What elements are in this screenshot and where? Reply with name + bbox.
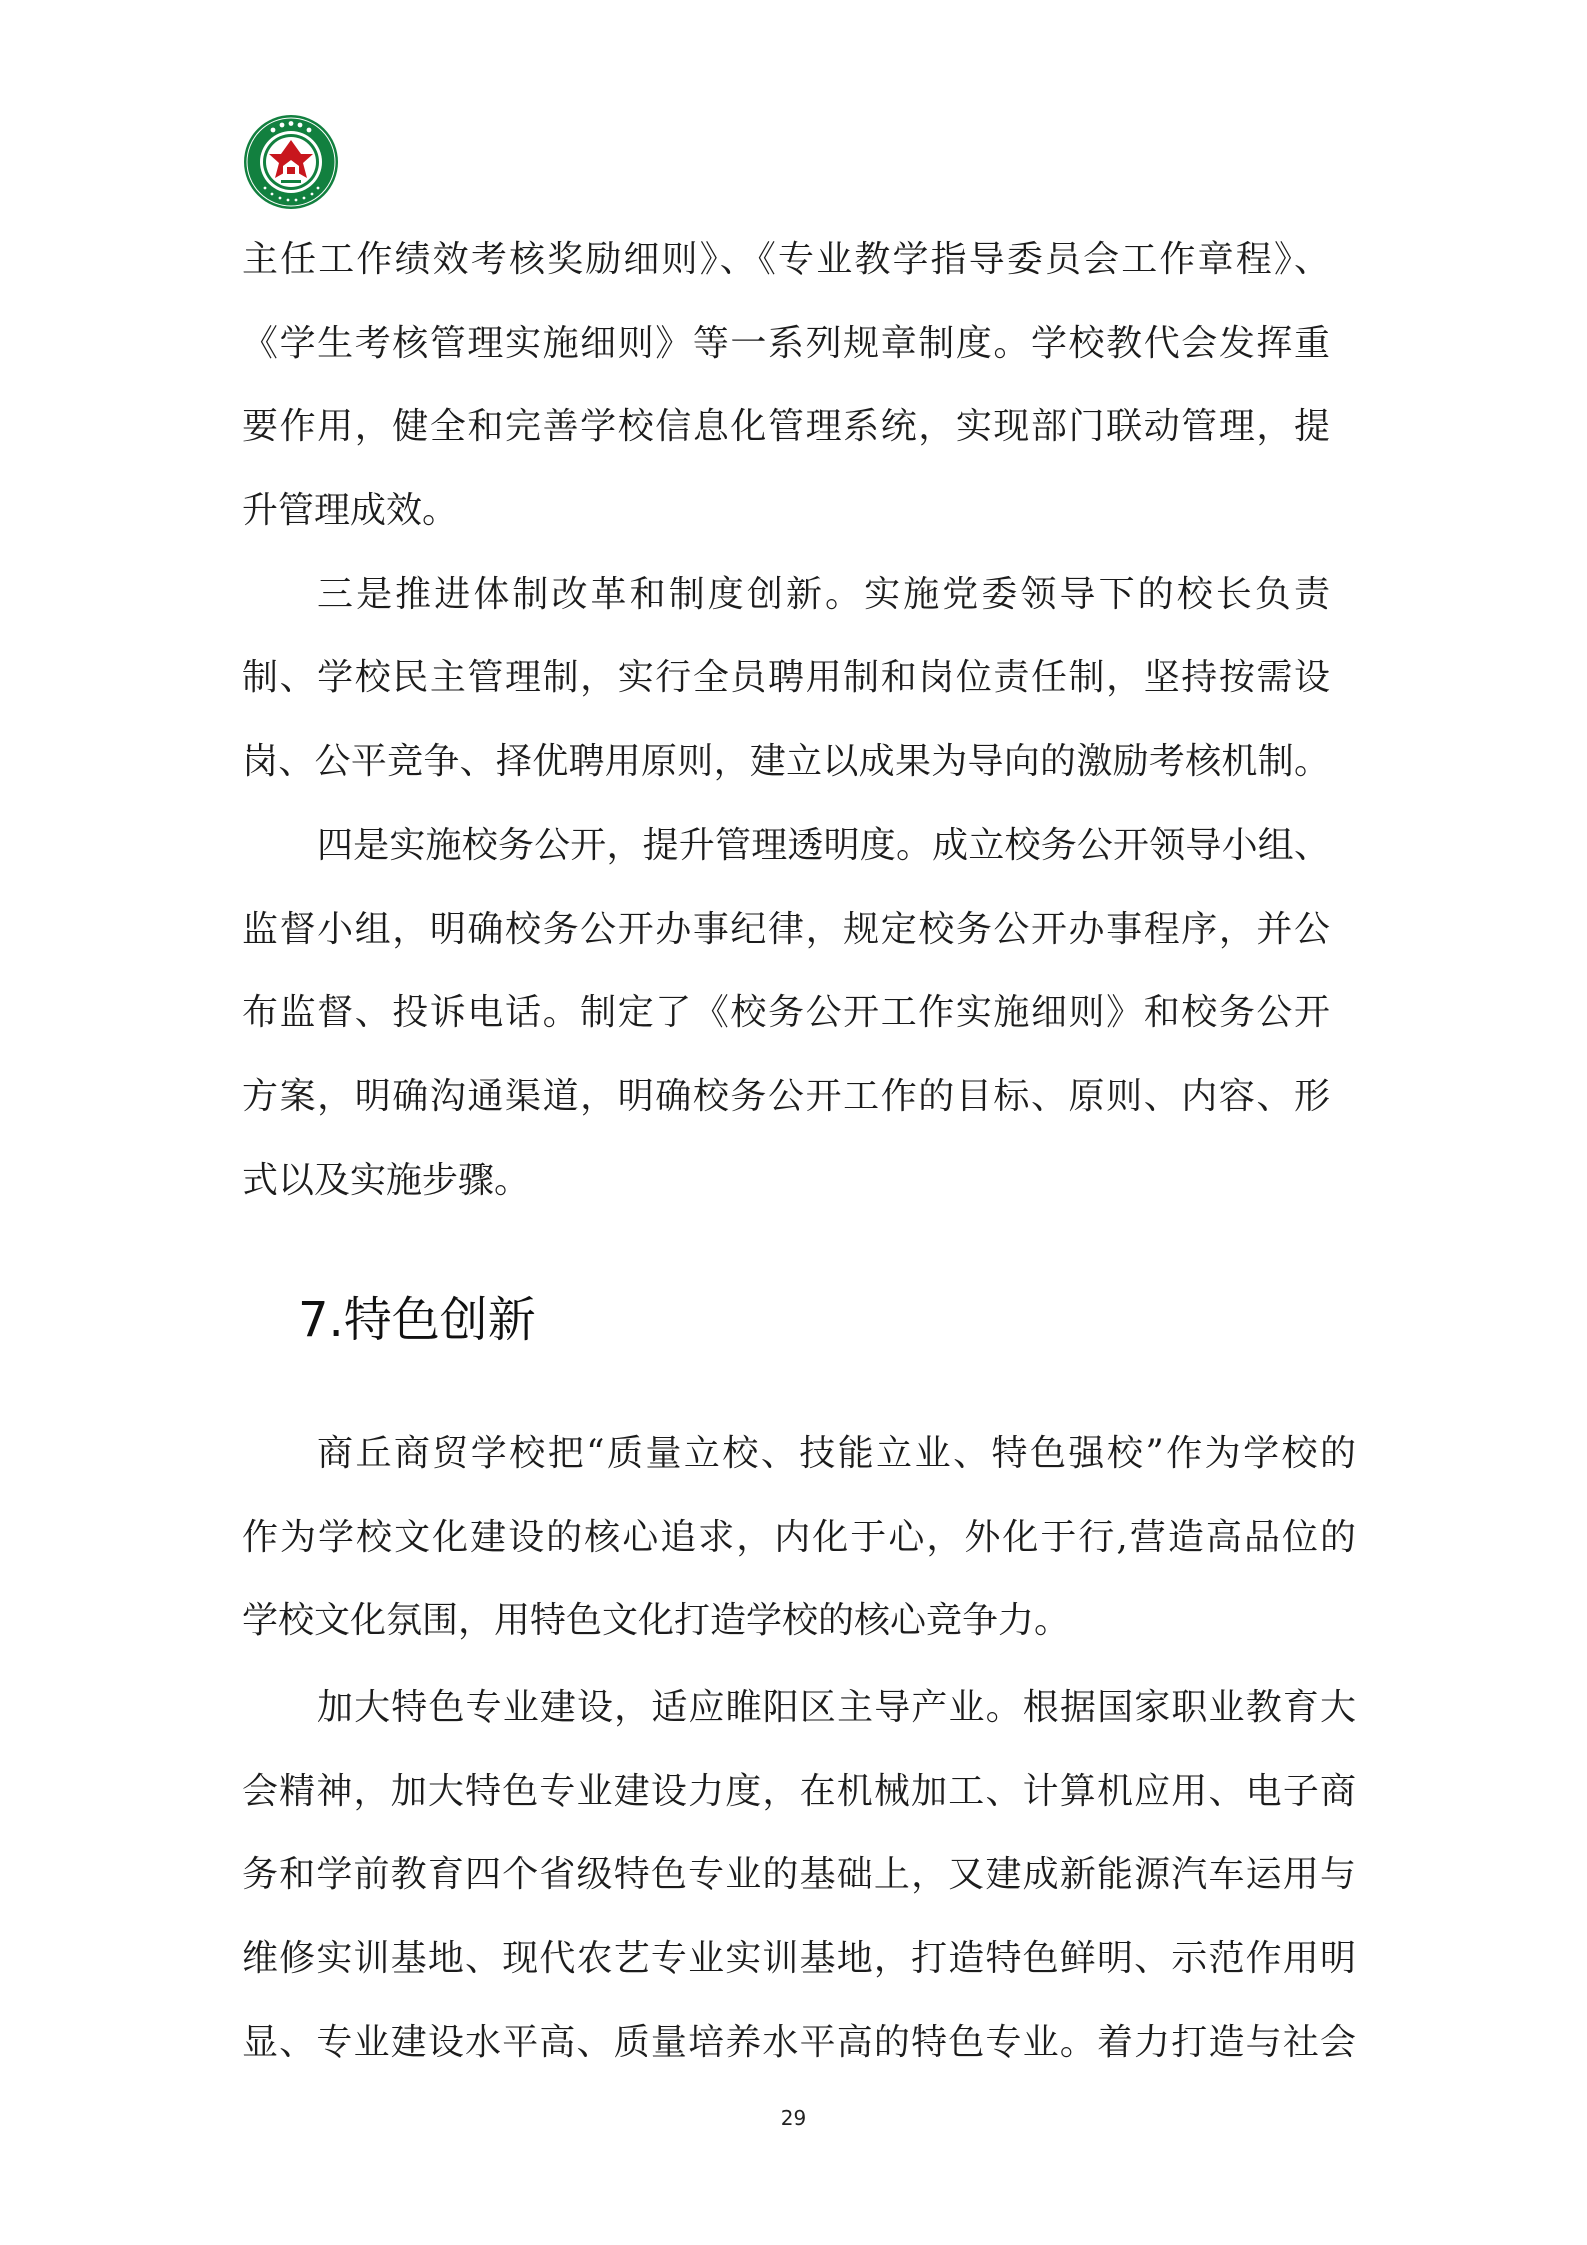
school-emblem-icon [243, 114, 339, 210]
paragraph [242, 1666, 1356, 2084]
text-line: 制、学校民主管理制，实行全员聘用制和岗位责任制，坚持按需设 [242, 657, 1330, 699]
text-line: 《学生考核管理实施细则》等一系列规章制度。学校教代会发挥重 [242, 322, 1330, 364]
text-line: 监督小组，明确校务公开办事纪律，规定校务公开办事程序，并公 [242, 908, 1330, 950]
text-line: 岗、公平竞争、择优聘用原则，建立以成果为导向的激励考核机制。 [242, 741, 1330, 783]
text-line: 要作用，健全和完善学校信息化管理系统，实现部门联动管理，提 [242, 406, 1330, 448]
paragraph [242, 1412, 1356, 1663]
section-heading: 7.特色创新 [298, 1292, 536, 1348]
text-line: 主任工作绩效考核奖励细则》、《专业教学指导委员会工作章程》、 [242, 239, 1330, 280]
text-line: 式以及实施步骤。 [242, 1159, 531, 1201]
school-logo [243, 114, 339, 210]
page-number: 29 [780, 2106, 807, 2130]
text-line: 升管理成效。 [242, 490, 459, 532]
section-governance-text [242, 218, 1330, 1222]
section-features-text [242, 1412, 1356, 2085]
text-line: 维修实训基地、现代农艺专业实训基地，打造特色鲜明、示范作用明 [242, 1938, 1356, 1980]
text-line: 方案，明确沟通渠道，明确校务公开工作的目标、原则、内容、形 [242, 1075, 1330, 1117]
text-line: 四是实施校务公开，提升管理透明度。成立校务公开领导小组、 [317, 824, 1330, 866]
text-line: 务和学前教育四个省级特色专业的基础上，又建成新能源汽车运用与 [242, 1854, 1356, 1896]
paragraph [242, 553, 1330, 804]
text-line: 商丘商贸学校把“质量立校、技能立业、特色强校”作为学校的 [317, 1433, 1356, 1474]
text-line: 加大特色专业建设，适应睢阳区主导产业。根据国家职业教育大 [317, 1687, 1356, 1729]
text-line: 学校文化氛围，用特色文化打造学校的核心竞争力。 [242, 1600, 1071, 1642]
text-line: 会精神，加大特色专业建设力度，在机械加工、计算机应用、电子商 [242, 1770, 1356, 1812]
text-line: 作为学校文化建设的核心追求，内化于心，外化于行,营造高品位的 [242, 1516, 1356, 1558]
paragraph [242, 804, 1330, 1222]
text-line: 布监督、投诉电话。制定了《校务公开工作实施细则》和校务公开 [242, 992, 1330, 1034]
text-line: 三是推进体制改革和制度创新。实施党委领导下的校长负责 [317, 573, 1330, 615]
paragraph [242, 218, 1330, 553]
text-line: 显、专业建设水平高、质量培养水平高的特色专业。着力打造与社会 [242, 2021, 1356, 2063]
